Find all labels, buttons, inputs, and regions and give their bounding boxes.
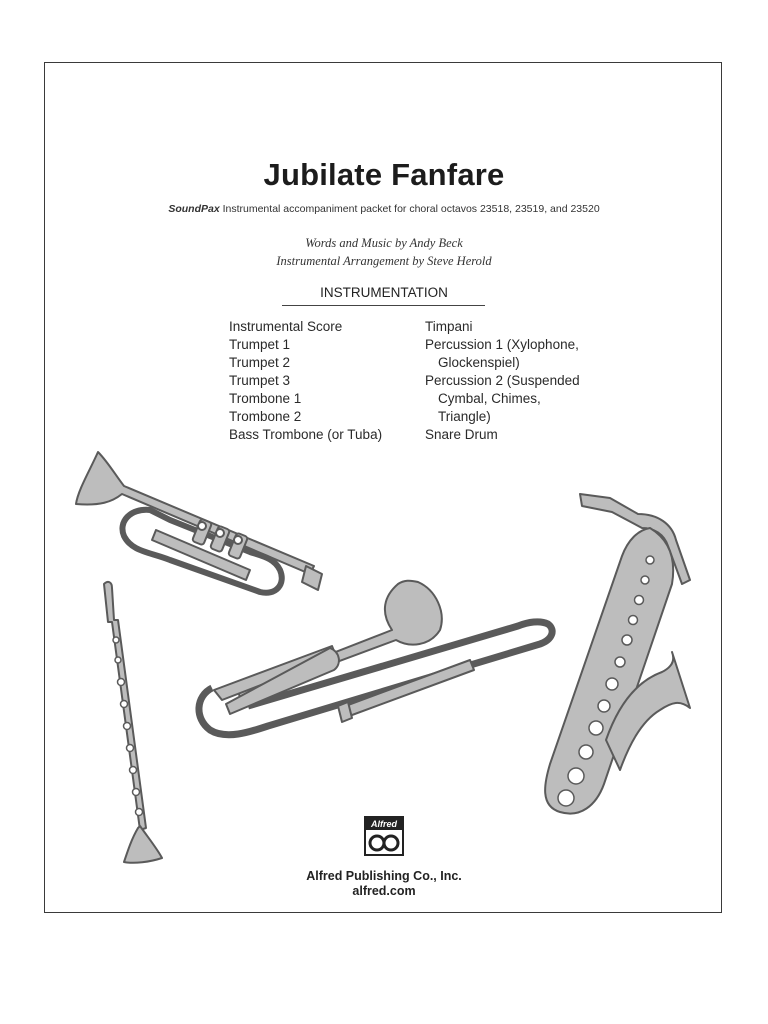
subtitle-brand: SoundPax <box>168 203 220 215</box>
list-item: Cymbal, Chimes, <box>438 391 541 406</box>
list-item: Trumpet 1 <box>229 337 291 352</box>
list-item: Bass Trombone (or Tuba) <box>229 427 383 442</box>
list-item: Timpani <box>425 319 473 334</box>
list-item: Trumpet 3 <box>229 373 291 388</box>
list-item: Triangle) <box>438 409 491 424</box>
trumpet-icon <box>76 452 322 593</box>
trombone-icon <box>199 581 552 735</box>
list-item: Percussion 2 (Suspended <box>425 373 580 388</box>
saxophone-icon <box>545 494 690 814</box>
list-item: Snare Drum <box>425 427 498 442</box>
subtitle-text: Instrumental accompaniment packet for choral octavos 23518, 23519, and 23520 <box>219 203 600 215</box>
clarinet-icon <box>104 582 162 863</box>
publisher-website: alfred.com <box>352 884 416 898</box>
list-item: Trombone 1 <box>229 391 302 406</box>
logo-text: Alfred <box>366 818 402 830</box>
credit-words: Words and Music by Andy Beck <box>305 236 463 250</box>
list-item: Glockenspiel) <box>438 355 520 370</box>
list-item: Trombone 2 <box>229 409 302 424</box>
instrumentation-heading: INSTRUMENTATION <box>320 285 448 300</box>
list-item: Instrumental Score <box>229 319 343 334</box>
page-title: Jubilate Fanfare <box>263 157 505 192</box>
list-item: Trumpet 2 <box>229 355 291 370</box>
publisher-name: Alfred Publishing Co., Inc. <box>306 869 462 883</box>
alfred-logo <box>364 816 404 856</box>
logo-emblem-icon <box>366 830 402 854</box>
list-item: Percussion 1 (Xylophone, <box>425 337 579 352</box>
credit-arrangement: Instrumental Arrangement by Steve Herold <box>276 254 492 268</box>
